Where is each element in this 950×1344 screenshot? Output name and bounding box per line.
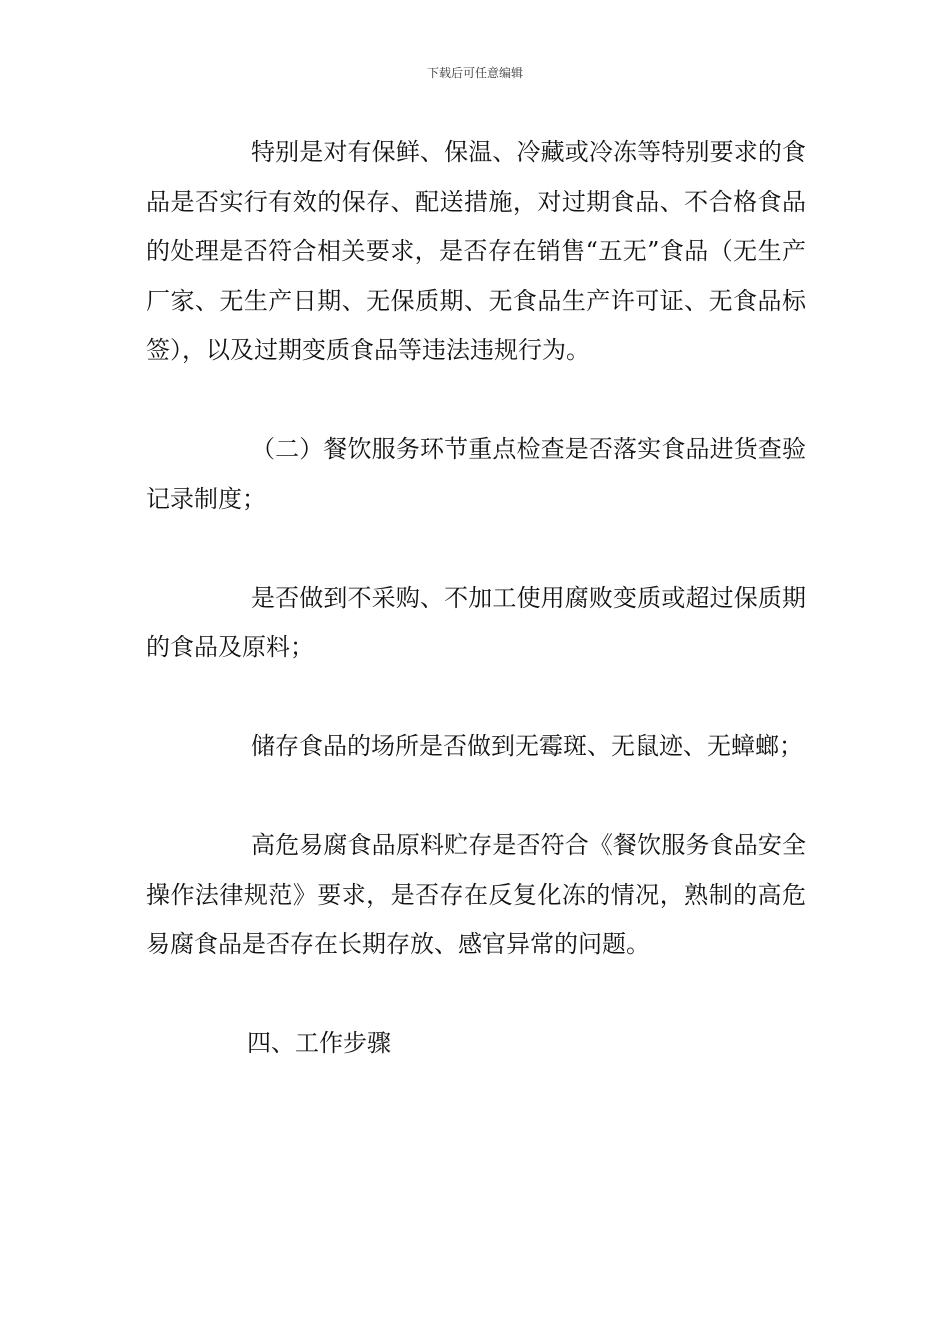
paragraph-procurement-check: 是否做到不采购、不加工使用腐败变质或超过保质期的食品及原料；	[146, 583, 806, 661]
paragraph-storage-site-check: 储存食品的场所是否做到无霉斑、无鼠迹、无蟑螂；	[251, 732, 803, 760]
paragraph-gap	[146, 673, 806, 723]
paragraph-storage-requirements: 特别是对有保鲜、保温、冷藏或冷冻等特别要求的食品是否实行有效的保存、配送措施，对过期食品、不合格食品的处理是否符合相关要求，是否存在销售“五无”食品（无生产厂家、无生产日期、无保质期、无食品生产许可证、无食品标签），以及过期变质食品等违法违规行为。	[146, 138, 806, 364]
paragraph-catering-inspection: （二）餐饮服务环节重点检查是否落实食品进货查验记录制度；	[146, 435, 806, 513]
paragraph-gap	[146, 772, 806, 822]
page-header-note: 下载后可任意编辑	[426, 66, 523, 80]
paragraph-gap	[146, 376, 806, 426]
document-body	[146, 128, 806, 1069]
section-heading-work-steps: 四、工作步骤	[247, 1029, 391, 1057]
paragraph-gap	[146, 524, 806, 574]
paragraph-perishable-food-check: 高危易腐食品原料贮存是否符合《餐饮服务食品安全操作法律规范》要求，是否存在反复化冻的情况，熟制的高危易腐食品是否存在长期存放、感官异常的问题。	[146, 831, 806, 958]
paragraph-gap	[146, 970, 806, 1020]
